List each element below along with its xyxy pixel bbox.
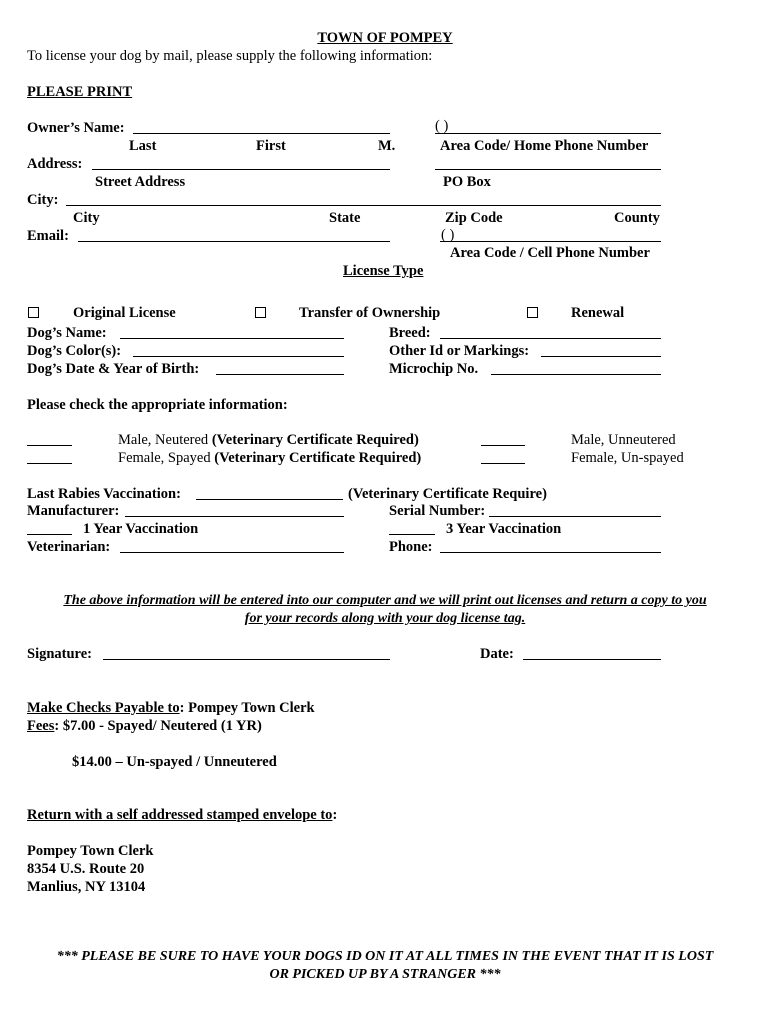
notice-line-2: for your records along with your dog license tag.	[244, 611, 526, 626]
signature-label: Signature:	[27, 646, 93, 662]
signature-field[interactable]	[103, 645, 390, 660]
footer-warning-line-2: OR PICKED UP BY A STRANGER ***	[269, 967, 501, 982]
dog-birth-label: Dog’s Date & Year of Birth:	[27, 361, 200, 377]
please-print-heading: PLEASE PRINT	[27, 84, 133, 100]
return-address-line-3: Manlius, NY 13104	[27, 879, 146, 895]
rabies-vacc-field[interactable]	[196, 485, 343, 500]
owner-name-label: Owner’s Name:	[27, 120, 125, 136]
home-phone-field[interactable]	[435, 119, 661, 134]
male-neutered-blank[interactable]	[27, 431, 72, 446]
vet-phone-label: Phone:	[389, 539, 433, 555]
transfer-ownership-checkbox[interactable]	[255, 307, 266, 318]
male-unneutered-blank[interactable]	[481, 431, 525, 446]
female-unspayed-text: Female, Un-spayed	[571, 450, 684, 466]
male-neutered-text: Male, Neutered (Veterinary Certificate Required)	[118, 432, 419, 448]
owner-name-field[interactable]	[133, 119, 390, 134]
dog-birth-field[interactable]	[216, 360, 344, 375]
manufacturer-field[interactable]	[125, 502, 344, 517]
rabies-vacc-label: Last Rabies Vaccination:	[27, 486, 181, 502]
owner-first-caption: First	[256, 138, 286, 154]
serial-number-label: Serial Number:	[389, 503, 486, 519]
street-address-caption: Street Address	[95, 174, 186, 190]
original-license-option[interactable]: Original License	[28, 304, 176, 322]
markings-field[interactable]	[541, 342, 661, 357]
microchip-field[interactable]	[491, 360, 661, 375]
home-phone-paren: ( )	[435, 118, 449, 134]
return-address-line-2: 8354 U.S. Route 20	[27, 861, 145, 877]
cell-phone-field[interactable]	[440, 227, 661, 242]
markings-label: Other Id or Markings:	[389, 343, 530, 359]
notice-line-1: The above information will be entered into our computer and we will print out licenses and return a copy to you	[63, 593, 707, 608]
owner-last-caption: Last	[129, 138, 157, 154]
license-type-heading: License Type	[343, 263, 424, 279]
manufacturer-label: Manufacturer:	[27, 503, 120, 519]
breed-label: Breed:	[389, 325, 431, 341]
return-heading: Return with a self addressed stamped envelope to:	[27, 807, 338, 823]
veterinarian-label: Veterinarian:	[27, 539, 111, 555]
female-spayed-blank[interactable]	[27, 449, 72, 464]
page-title: TOWN OF POMPEY	[317, 30, 453, 46]
dog-color-field[interactable]	[133, 342, 344, 357]
home-phone-caption: Area Code/ Home Phone Number	[440, 138, 649, 154]
payable-line: Make Checks Payable to: Pompey Town Clerk	[27, 700, 315, 716]
street-address-field[interactable]	[92, 155, 390, 170]
date-label: Date:	[480, 646, 514, 662]
fees-line: Fees: $7.00 - Spayed/ Neutered (1 YR)	[27, 718, 262, 734]
email-label: Email:	[27, 228, 69, 244]
serial-number-field[interactable]	[489, 502, 661, 517]
renewal-checkbox[interactable]	[527, 307, 538, 318]
city-label: City:	[27, 192, 59, 208]
zip-caption: Zip Code	[445, 210, 503, 226]
fee-unspayed-line: $14.00 – Un-spayed / Unneutered	[72, 754, 277, 770]
po-box-field[interactable]	[435, 155, 661, 170]
microchip-label: Microchip No.	[389, 361, 479, 377]
breed-field[interactable]	[440, 324, 661, 339]
footer-warning-line-1: *** PLEASE BE SURE TO HAVE YOUR DOGS ID ON IT AT ALL TIMES IN THE EVENT THAT IT IS LOST	[56, 949, 714, 964]
return-address-line-1: Pompey Town Clerk	[27, 843, 154, 859]
dog-name-label: Dog’s Name:	[27, 325, 107, 341]
three-year-text: 3 Year Vaccination	[446, 521, 562, 537]
po-box-caption: PO Box	[443, 174, 491, 190]
check-info-heading: Please check the appropriate information:	[27, 397, 288, 413]
city-state-zip-field[interactable]	[66, 191, 661, 206]
email-field[interactable]	[78, 227, 390, 242]
male-unneutered-text: Male, Unneutered	[571, 432, 676, 448]
rabies-cert-note: (Veterinary Certificate Require)	[348, 486, 547, 502]
address-label: Address:	[27, 156, 83, 172]
female-unspayed-blank[interactable]	[481, 449, 525, 464]
female-spayed-text: Female, Spayed (Veterinary Certificate Required)	[118, 450, 422, 466]
date-field[interactable]	[523, 645, 661, 660]
one-year-text: 1 Year Vaccination	[83, 521, 199, 537]
one-year-blank[interactable]	[27, 520, 72, 535]
original-license-checkbox[interactable]	[28, 307, 39, 318]
cell-phone-paren: ( )	[441, 227, 455, 243]
renewal-option[interactable]: Renewal	[527, 304, 624, 322]
state-caption: State	[329, 210, 361, 226]
cell-phone-caption: Area Code / Cell Phone Number	[450, 245, 650, 261]
transfer-ownership-option[interactable]: Transfer of Ownership	[255, 304, 440, 322]
intro-text: To license your dog by mail, please supply the following information:	[27, 48, 433, 64]
city-caption: City	[73, 210, 100, 226]
dog-name-field[interactable]	[120, 324, 344, 339]
veterinarian-field[interactable]	[120, 538, 344, 553]
dog-color-label: Dog’s Color(s):	[27, 343, 122, 359]
three-year-blank[interactable]	[389, 520, 435, 535]
vet-phone-field[interactable]	[440, 538, 661, 553]
county-caption: County	[614, 210, 660, 226]
owner-middle-caption: M.	[378, 138, 396, 154]
